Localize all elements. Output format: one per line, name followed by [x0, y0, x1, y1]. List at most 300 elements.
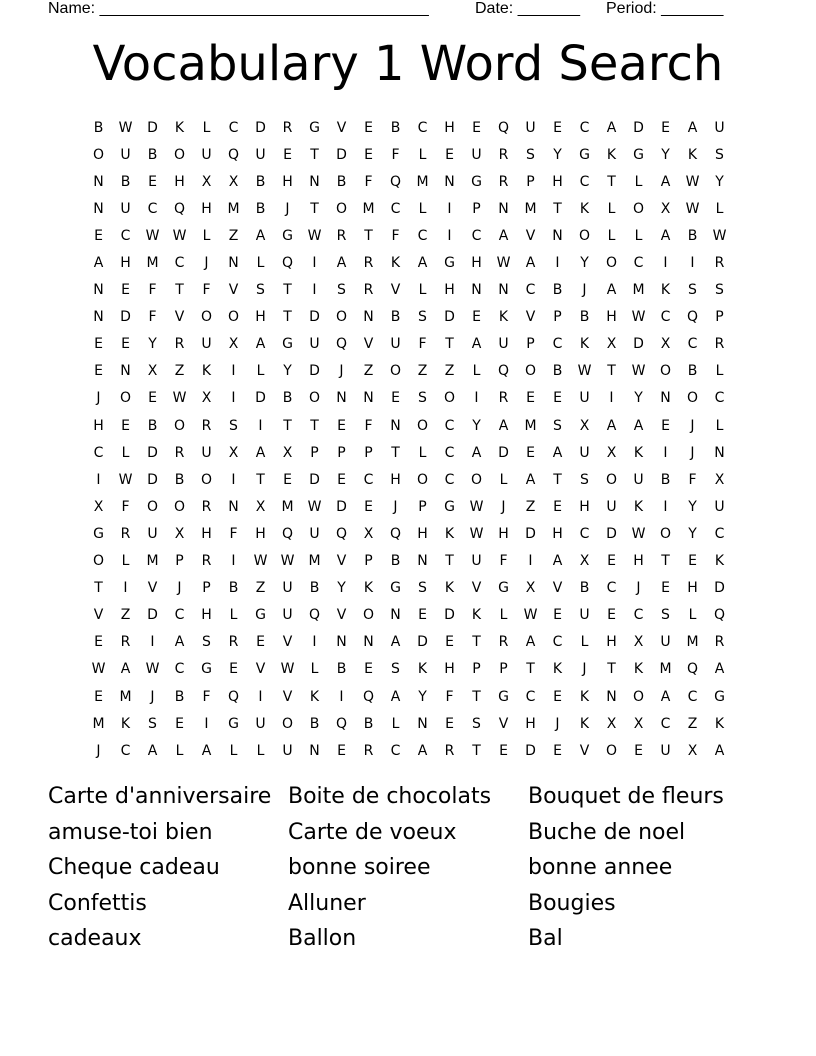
grid-letter[interactable]: X — [660, 200, 671, 217]
grid-letter[interactable]: R — [363, 255, 374, 272]
grid-letter[interactable]: O — [659, 363, 672, 380]
grid-letter[interactable]: H — [579, 498, 590, 515]
grid-letter[interactable]: C — [552, 336, 563, 353]
grid-letter[interactable]: Q — [227, 688, 240, 705]
grid-letter[interactable]: H — [417, 525, 428, 542]
grid-letter[interactable]: O — [659, 525, 672, 542]
grid-letter[interactable]: U — [255, 146, 266, 163]
grid-letter[interactable]: N — [552, 227, 563, 244]
grid-letter[interactable]: C — [714, 525, 725, 542]
grid-letter[interactable]: N — [120, 363, 131, 380]
grid-letter[interactable]: A — [498, 417, 509, 434]
grid-letter[interactable]: H — [606, 309, 617, 326]
grid-letter[interactable]: B — [336, 661, 347, 678]
grid-letter[interactable]: N — [471, 282, 482, 299]
grid-letter[interactable]: Y — [472, 417, 481, 434]
grid-letter[interactable]: A — [471, 336, 482, 353]
grid-letter[interactable]: D — [606, 525, 617, 542]
grid-letter[interactable]: N — [309, 173, 320, 190]
grid-letter[interactable]: T — [310, 200, 319, 217]
grid-letter[interactable]: J — [177, 580, 182, 597]
grid-letter[interactable]: Q — [281, 255, 294, 272]
grid-letter[interactable]: A — [660, 173, 671, 190]
grid-letter[interactable]: C — [93, 444, 104, 461]
grid-letter[interactable]: R — [120, 634, 131, 651]
grid-letter[interactable]: Z — [120, 607, 131, 624]
grid-letter[interactable]: I — [663, 498, 668, 515]
grid-letter[interactable]: M — [362, 200, 375, 217]
grid-letter[interactable]: B — [552, 282, 563, 299]
grid-letter[interactable]: T — [553, 471, 562, 488]
grid-letter[interactable]: D — [633, 119, 644, 136]
grid-letter[interactable]: A — [525, 634, 536, 651]
grid-letter[interactable]: B — [390, 553, 401, 570]
grid-letter[interactable]: K — [417, 661, 428, 678]
grid-letter[interactable]: I — [663, 444, 668, 461]
grid-letter[interactable]: W — [631, 525, 646, 542]
grid-letter[interactable]: X — [174, 525, 185, 542]
grid-letter[interactable]: Y — [553, 146, 562, 163]
grid-letter[interactable]: U — [714, 498, 725, 515]
grid-letter[interactable]: O — [200, 471, 213, 488]
grid-letter[interactable]: W — [91, 661, 106, 678]
grid-letter[interactable]: A — [525, 471, 536, 488]
grid-letter[interactable]: N — [228, 255, 239, 272]
grid-letter[interactable]: W — [496, 255, 511, 272]
grid-letter[interactable]: M — [227, 200, 240, 217]
grid-letter[interactable]: B — [255, 173, 266, 190]
grid-letter[interactable]: S — [715, 146, 724, 163]
grid-letter[interactable]: I — [231, 363, 236, 380]
grid-letter[interactable]: E — [418, 607, 427, 624]
grid-letter[interactable]: F — [202, 688, 211, 705]
grid-letter[interactable]: H — [444, 661, 455, 678]
grid-letter[interactable]: I — [258, 417, 263, 434]
grid-letter[interactable]: A — [417, 255, 428, 272]
grid-letter[interactable]: G — [255, 607, 266, 624]
grid-letter[interactable]: O — [578, 227, 591, 244]
grid-letter[interactable]: R — [201, 417, 212, 434]
grid-letter[interactable]: G — [390, 580, 401, 597]
grid-letter[interactable]: T — [283, 282, 292, 299]
grid-letter[interactable]: P — [472, 661, 481, 678]
grid-letter[interactable]: L — [634, 227, 643, 244]
grid-letter[interactable]: O — [686, 390, 699, 407]
grid-letter[interactable]: O — [146, 498, 159, 515]
grid-letter[interactable]: E — [472, 119, 481, 136]
grid-letter[interactable]: X — [606, 444, 617, 461]
grid-letter[interactable]: Q — [308, 607, 321, 624]
grid-letter[interactable]: K — [309, 688, 320, 705]
grid-letter[interactable]: J — [204, 255, 209, 272]
grid-letter[interactable]: L — [607, 227, 616, 244]
grid-letter[interactable]: W — [523, 607, 538, 624]
grid-letter[interactable]: R — [498, 173, 509, 190]
grid-letter[interactable]: D — [147, 119, 158, 136]
grid-letter[interactable]: E — [661, 580, 670, 597]
grid-letter[interactable]: K — [201, 363, 212, 380]
grid-letter[interactable]: W — [631, 309, 646, 326]
grid-letter[interactable]: C — [687, 336, 698, 353]
grid-letter[interactable]: E — [472, 309, 481, 326]
grid-letter[interactable]: D — [444, 309, 455, 326]
grid-letter[interactable]: W — [685, 200, 700, 217]
grid-letter[interactable]: L — [472, 363, 481, 380]
grid-letter[interactable]: I — [231, 390, 236, 407]
grid-letter[interactable]: G — [444, 255, 455, 272]
grid-letter[interactable]: T — [256, 471, 265, 488]
grid-letter[interactable]: Q — [389, 173, 402, 190]
grid-letter[interactable]: C — [174, 607, 185, 624]
grid-letter[interactable]: E — [445, 146, 454, 163]
grid-letter[interactable]: N — [714, 444, 725, 461]
grid-letter[interactable]: U — [282, 607, 293, 624]
grid-letter[interactable]: D — [525, 742, 536, 759]
grid-letter[interactable]: G — [471, 173, 482, 190]
grid-letter[interactable]: I — [447, 200, 452, 217]
grid-letter[interactable]: I — [339, 688, 344, 705]
grid-letter[interactable]: U — [201, 336, 212, 353]
grid-letter[interactable]: A — [255, 444, 266, 461]
grid-letter[interactable]: D — [417, 634, 428, 651]
grid-letter[interactable]: Q — [173, 200, 186, 217]
grid-letter[interactable]: X — [147, 363, 158, 380]
grid-letter[interactable]: L — [202, 227, 211, 244]
grid-letter[interactable]: E — [94, 336, 103, 353]
grid-letter[interactable]: R — [714, 336, 725, 353]
grid-letter[interactable]: S — [661, 607, 670, 624]
grid-letter[interactable]: G — [579, 146, 590, 163]
grid-letter[interactable]: A — [390, 634, 401, 651]
grid-letter[interactable]: J — [393, 498, 398, 515]
grid-letter[interactable]: A — [525, 255, 536, 272]
grid-letter[interactable]: L — [580, 634, 589, 651]
grid-letter[interactable]: D — [309, 471, 320, 488]
grid-letter[interactable]: O — [281, 715, 294, 732]
grid-letter[interactable]: P — [364, 553, 373, 570]
grid-letter[interactable]: T — [472, 742, 481, 759]
grid-letter[interactable]: F — [499, 553, 508, 570]
grid-letter[interactable]: P — [202, 580, 211, 597]
grid-letter[interactable]: Y — [580, 255, 589, 272]
grid-letter[interactable]: L — [121, 553, 130, 570]
grid-letter[interactable]: E — [688, 553, 697, 570]
grid-letter[interactable]: R — [444, 742, 455, 759]
grid-letter[interactable]: R — [498, 634, 509, 651]
grid-letter[interactable]: C — [417, 119, 428, 136]
grid-letter[interactable]: N — [336, 390, 347, 407]
grid-letter[interactable]: Q — [497, 363, 510, 380]
grid-letter[interactable]: C — [579, 119, 590, 136]
grid-letter[interactable]: U — [471, 553, 482, 570]
grid-letter[interactable]: B — [552, 363, 563, 380]
grid-letter[interactable]: O — [470, 471, 483, 488]
grid-letter[interactable]: B — [390, 119, 401, 136]
grid-letter[interactable]: D — [309, 309, 320, 326]
grid-letter[interactable]: H — [498, 525, 509, 542]
grid-letter[interactable]: E — [175, 715, 184, 732]
grid-letter[interactable]: L — [634, 173, 643, 190]
grid-letter[interactable]: N — [498, 282, 509, 299]
grid-letter[interactable]: M — [524, 200, 537, 217]
grid-letter[interactable]: I — [312, 255, 317, 272]
grid-letter[interactable]: W — [118, 119, 133, 136]
grid-letter[interactable]: W — [280, 661, 295, 678]
grid-letter[interactable]: P — [418, 498, 427, 515]
grid-letter[interactable]: K — [606, 146, 617, 163]
grid-letter[interactable]: C — [552, 634, 563, 651]
grid-letter[interactable]: T — [526, 661, 535, 678]
grid-letter[interactable]: V — [336, 119, 347, 136]
grid-letter[interactable]: X — [714, 471, 725, 488]
grid-letter[interactable]: I — [123, 580, 128, 597]
grid-letter[interactable]: W — [469, 525, 484, 542]
grid-letter[interactable]: T — [310, 417, 319, 434]
grid-letter[interactable]: R — [363, 282, 374, 299]
grid-letter[interactable]: F — [391, 227, 400, 244]
grid-letter[interactable]: Q — [335, 525, 348, 542]
grid-letter[interactable]: B — [579, 580, 590, 597]
grid-letter[interactable]: K — [633, 661, 644, 678]
grid-letter[interactable]: C — [525, 688, 536, 705]
grid-letter[interactable]: I — [312, 282, 317, 299]
grid-letter[interactable]: U — [579, 607, 590, 624]
grid-letter[interactable]: H — [552, 173, 563, 190]
grid-letter[interactable]: V — [336, 553, 347, 570]
grid-letter[interactable]: Z — [255, 580, 266, 597]
grid-letter[interactable]: L — [418, 282, 427, 299]
grid-letter[interactable]: W — [172, 227, 187, 244]
grid-letter[interactable]: O — [335, 309, 348, 326]
grid-letter[interactable]: N — [498, 200, 509, 217]
grid-letter[interactable]: Z — [174, 363, 185, 380]
grid-letter[interactable]: J — [501, 498, 506, 515]
grid-letter[interactable]: E — [661, 417, 670, 434]
grid-letter[interactable]: O — [92, 146, 105, 163]
grid-letter[interactable]: C — [714, 390, 725, 407]
grid-letter[interactable]: A — [120, 661, 131, 678]
grid-letter[interactable]: C — [174, 255, 185, 272]
grid-letter[interactable]: B — [363, 715, 374, 732]
grid-letter[interactable]: N — [363, 309, 374, 326]
grid-letter[interactable]: R — [201, 553, 212, 570]
grid-letter[interactable]: N — [390, 607, 401, 624]
grid-letter[interactable]: Q — [389, 525, 402, 542]
grid-letter[interactable]: W — [577, 363, 592, 380]
grid-letter[interactable]: B — [255, 200, 266, 217]
grid-letter[interactable]: Y — [688, 525, 697, 542]
grid-letter[interactable]: A — [255, 336, 266, 353]
grid-letter[interactable]: Z — [417, 363, 428, 380]
grid-letter[interactable]: C — [174, 661, 185, 678]
grid-letter[interactable]: R — [120, 525, 131, 542]
grid-letter[interactable]: K — [633, 498, 644, 515]
grid-letter[interactable]: E — [121, 336, 130, 353]
grid-letter[interactable]: W — [145, 227, 160, 244]
grid-letter[interactable]: E — [607, 607, 616, 624]
grid-letter[interactable]: E — [634, 742, 643, 759]
grid-letter[interactable]: Q — [362, 688, 375, 705]
grid-letter[interactable]: P — [310, 444, 319, 461]
grid-letter[interactable]: D — [336, 146, 347, 163]
grid-letter[interactable]: E — [526, 390, 535, 407]
grid-letter[interactable]: V — [282, 688, 293, 705]
grid-letter[interactable]: G — [282, 227, 293, 244]
grid-letter[interactable]: C — [660, 715, 671, 732]
grid-letter[interactable]: Q — [335, 715, 348, 732]
grid-letter[interactable]: D — [525, 525, 536, 542]
grid-letter[interactable]: C — [390, 742, 401, 759]
grid-letter[interactable]: A — [174, 634, 185, 651]
grid-letter[interactable]: G — [282, 336, 293, 353]
grid-letter[interactable]: B — [309, 715, 320, 732]
grid-letter[interactable]: X — [363, 525, 374, 542]
grid-letter[interactable]: W — [307, 227, 322, 244]
grid-letter[interactable]: H — [282, 173, 293, 190]
grid-letter[interactable]: U — [282, 580, 293, 597]
grid-letter[interactable]: C — [390, 200, 401, 217]
grid-letter[interactable]: K — [471, 607, 482, 624]
grid-letter[interactable]: N — [390, 417, 401, 434]
grid-letter[interactable]: Y — [418, 688, 427, 705]
grid-letter[interactable]: G — [93, 525, 104, 542]
grid-letter[interactable]: C — [444, 471, 455, 488]
grid-letter[interactable]: D — [147, 444, 158, 461]
grid-letter[interactable]: J — [690, 444, 695, 461]
grid-letter[interactable]: C — [660, 309, 671, 326]
grid-letter[interactable]: B — [282, 390, 293, 407]
grid-letter[interactable]: L — [202, 119, 211, 136]
grid-letter[interactable]: A — [687, 119, 698, 136]
grid-letter[interactable]: L — [391, 715, 400, 732]
grid-letter[interactable]: U — [660, 742, 671, 759]
grid-letter[interactable]: O — [308, 390, 321, 407]
grid-letter[interactable]: B — [93, 119, 104, 136]
grid-letter[interactable]: O — [416, 471, 429, 488]
grid-letter[interactable]: E — [94, 363, 103, 380]
grid-letter[interactable]: F — [148, 282, 157, 299]
grid-letter[interactable]: S — [202, 634, 211, 651]
grid-letter[interactable]: C — [633, 607, 644, 624]
grid-letter[interactable]: X — [579, 553, 590, 570]
grid-letter[interactable]: S — [526, 146, 535, 163]
grid-letter[interactable]: H — [633, 553, 644, 570]
grid-letter[interactable]: A — [147, 742, 158, 759]
grid-letter[interactable]: E — [94, 227, 103, 244]
grid-letter[interactable]: B — [120, 173, 131, 190]
grid-letter[interactable]: G — [228, 715, 239, 732]
grid-letter[interactable]: S — [553, 417, 562, 434]
grid-letter[interactable]: K — [363, 580, 374, 597]
grid-letter[interactable]: E — [661, 119, 670, 136]
grid-letter[interactable]: U — [390, 336, 401, 353]
grid-letter[interactable]: J — [636, 580, 641, 597]
grid-letter[interactable]: U — [471, 146, 482, 163]
grid-letter[interactable]: A — [498, 227, 509, 244]
grid-letter[interactable]: U — [282, 742, 293, 759]
grid-letter[interactable]: L — [499, 471, 508, 488]
grid-letter[interactable]: I — [204, 715, 209, 732]
grid-letter[interactable]: B — [174, 688, 185, 705]
grid-letter[interactable]: N — [363, 634, 374, 651]
grid-letter[interactable]: I — [96, 471, 101, 488]
grid-letter[interactable]: X — [93, 498, 104, 515]
grid-letter[interactable]: W — [631, 363, 646, 380]
grid-letter[interactable]: Q — [686, 309, 699, 326]
grid-letter[interactable]: H — [201, 200, 212, 217]
grid-letter[interactable]: S — [580, 471, 589, 488]
grid-letter[interactable]: X — [606, 336, 617, 353]
grid-letter[interactable]: N — [417, 715, 428, 732]
grid-letter[interactable]: U — [633, 471, 644, 488]
grid-letter[interactable]: W — [118, 471, 133, 488]
grid-letter[interactable]: S — [391, 661, 400, 678]
grid-letter[interactable]: O — [524, 363, 537, 380]
grid-letter[interactable]: I — [231, 471, 236, 488]
grid-letter[interactable]: P — [472, 200, 481, 217]
grid-letter[interactable]: B — [309, 580, 320, 597]
grid-letter[interactable]: U — [660, 634, 671, 651]
grid-letter[interactable]: L — [229, 742, 238, 759]
grid-letter[interactable]: H — [390, 471, 401, 488]
grid-letter[interactable]: E — [364, 146, 373, 163]
grid-letter[interactable]: Y — [148, 336, 157, 353]
grid-letter[interactable]: L — [607, 200, 616, 217]
grid-letter[interactable]: K — [444, 525, 455, 542]
grid-letter[interactable]: S — [418, 580, 427, 597]
grid-letter[interactable]: H — [174, 173, 185, 190]
grid-letter[interactable]: B — [174, 471, 185, 488]
grid-letter[interactable]: K — [687, 146, 698, 163]
grid-letter[interactable]: I — [231, 553, 236, 570]
grid-letter[interactable]: E — [256, 634, 265, 651]
grid-letter[interactable]: O — [200, 309, 213, 326]
grid-letter[interactable]: N — [228, 498, 239, 515]
grid-letter[interactable]: M — [146, 553, 159, 570]
grid-letter[interactable]: O — [605, 255, 618, 272]
grid-letter[interactable]: P — [526, 173, 535, 190]
grid-letter[interactable]: C — [120, 742, 131, 759]
grid-letter[interactable]: T — [283, 309, 292, 326]
grid-letter[interactable]: R — [498, 390, 509, 407]
grid-letter[interactable]: S — [472, 715, 481, 732]
grid-letter[interactable]: G — [498, 688, 509, 705]
grid-letter[interactable]: R — [174, 336, 185, 353]
grid-letter[interactable]: O — [632, 688, 645, 705]
grid-letter[interactable]: G — [309, 119, 320, 136]
grid-letter[interactable]: I — [258, 688, 263, 705]
grid-letter[interactable]: A — [390, 688, 401, 705]
grid-letter[interactable]: E — [121, 282, 130, 299]
grid-letter[interactable]: E — [607, 553, 616, 570]
grid-letter[interactable]: T — [607, 661, 616, 678]
grid-letter[interactable]: R — [174, 444, 185, 461]
grid-letter[interactable]: E — [445, 715, 454, 732]
grid-letter[interactable]: Y — [634, 390, 643, 407]
grid-letter[interactable]: K — [660, 282, 671, 299]
grid-letter[interactable]: N — [660, 390, 671, 407]
grid-letter[interactable]: A — [606, 119, 617, 136]
grid-letter[interactable]: O — [173, 146, 186, 163]
grid-letter[interactable]: I — [474, 390, 479, 407]
grid-letter[interactable]: I — [609, 390, 614, 407]
grid-letter[interactable]: O — [416, 417, 429, 434]
grid-letter[interactable]: K — [552, 661, 563, 678]
grid-letter[interactable]: H — [255, 525, 266, 542]
grid-letter[interactable]: E — [283, 471, 292, 488]
grid-letter[interactable]: C — [525, 282, 536, 299]
grid-letter[interactable]: H — [444, 282, 455, 299]
